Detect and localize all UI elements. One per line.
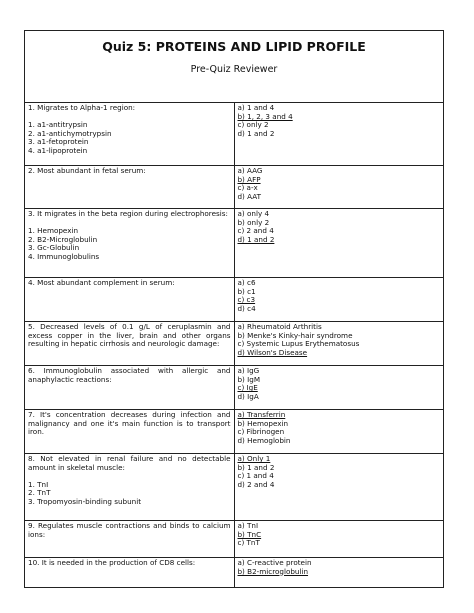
question-row bbox=[25, 278, 444, 322]
question-cell bbox=[25, 410, 235, 454]
options-cell bbox=[234, 558, 444, 588]
answer-option bbox=[238, 305, 441, 314]
correct-answer-option bbox=[238, 531, 441, 540]
answer-option bbox=[238, 376, 441, 385]
choice-item: 2. a1-antichymotrypsin bbox=[28, 128, 112, 138]
choice-item-list bbox=[28, 481, 231, 507]
answer-options bbox=[238, 210, 441, 244]
options-cell bbox=[234, 103, 444, 166]
question-text: 3. It migrates in the beta region during electrophoresis: bbox=[28, 209, 228, 218]
question-cell bbox=[25, 521, 235, 558]
option-text: a) Transferrin bbox=[237, 410, 286, 419]
question-cell bbox=[25, 166, 235, 209]
options-cell bbox=[234, 278, 444, 322]
options-cell bbox=[234, 166, 444, 209]
correct-answer-option bbox=[238, 568, 441, 577]
question-text: 2. Most abundant in fetal serum: bbox=[28, 166, 146, 175]
answer-options bbox=[238, 559, 441, 576]
option-text: b) Hemopexin bbox=[237, 418, 289, 428]
option-text: a) TnI bbox=[237, 521, 259, 530]
answer-option bbox=[238, 288, 441, 297]
question-cell bbox=[25, 454, 235, 521]
option-text: a) AAG bbox=[237, 166, 263, 175]
choice-item: 3. Tropomyosin-binding subunit bbox=[28, 496, 142, 506]
choice-item: 4. a1-lipoprotein bbox=[28, 145, 88, 155]
choice-item: 2. TnT bbox=[28, 488, 51, 498]
question-text: 5. Decreased levels of 0.1 g/L of ceruplasmin and excess copper in the liver, brain and other organs resulting in hepatic cirrhosis and neurologic damage: bbox=[28, 322, 231, 349]
choice-item-list bbox=[28, 227, 231, 261]
answer-options bbox=[238, 522, 441, 548]
option-text: d) 1 and 2 bbox=[237, 234, 275, 244]
question-text: 7. It's concentration decreases during infection and malignancy and one it's main function is to transport iron. bbox=[28, 410, 231, 437]
quiz-document bbox=[24, 30, 444, 613]
option-text: d) 1 and 2 bbox=[237, 128, 275, 138]
option-text: b) 1 and 2 bbox=[237, 462, 275, 472]
answer-option bbox=[238, 130, 441, 139]
answer-option bbox=[238, 184, 441, 193]
answer-options bbox=[238, 104, 441, 138]
choice-item: 4. Immunoglobulins bbox=[28, 251, 100, 261]
option-text: a) IgG bbox=[237, 366, 260, 375]
option-text: c) IgE bbox=[237, 383, 258, 393]
question-row bbox=[25, 558, 444, 588]
question-row bbox=[25, 454, 444, 521]
choice-item: 3. a1-fetoprotein bbox=[28, 137, 89, 147]
choice-item: 1. Hemopexin bbox=[28, 226, 79, 236]
answer-options bbox=[238, 367, 441, 401]
correct-answer-option bbox=[238, 236, 441, 245]
answer-option bbox=[238, 539, 441, 548]
question-text: 9. Regulates muscle contractions and binds to calcium ions: bbox=[28, 521, 231, 539]
option-text: c) TnT bbox=[237, 538, 260, 548]
options-cell bbox=[234, 322, 444, 366]
correct-answer-option bbox=[238, 176, 441, 185]
choice-item: 3. Gc-Globulin bbox=[28, 243, 80, 253]
answer-options bbox=[238, 455, 441, 489]
header-cell bbox=[25, 31, 444, 103]
answer-options bbox=[238, 323, 441, 357]
question-row bbox=[25, 410, 444, 454]
question-text: 8. Not elevated in renal failure and no detectable amount in skeletal muscle: bbox=[28, 454, 231, 472]
question-text: 10. It is needed in the production of CD8 cells: bbox=[28, 558, 196, 567]
question-cell bbox=[25, 322, 235, 366]
choice-item-list bbox=[28, 121, 231, 155]
option-text: c) a-x bbox=[237, 183, 258, 193]
choice-item: 2. B2-Microglobulin bbox=[28, 234, 98, 244]
question-cell bbox=[25, 558, 235, 588]
answer-option bbox=[238, 437, 441, 446]
option-text: d) c4 bbox=[237, 303, 256, 313]
question-row bbox=[25, 366, 444, 410]
option-text: a) C-reactive protein bbox=[237, 558, 312, 567]
choice-item: 1. TnI bbox=[28, 479, 49, 489]
question-row bbox=[25, 521, 444, 558]
question-text: 6. Immunoglobulin associated with allergic and anaphylactic reactions: bbox=[28, 366, 231, 384]
option-text: c) 2 and 4 bbox=[237, 226, 274, 236]
options-cell bbox=[234, 366, 444, 410]
option-text: b) 1, 2, 3 and 4 bbox=[237, 111, 293, 121]
correct-answer-option bbox=[238, 349, 441, 358]
correct-answer-option bbox=[238, 296, 441, 305]
options-cell bbox=[234, 521, 444, 558]
question-row bbox=[25, 322, 444, 366]
question-cell bbox=[25, 209, 235, 278]
option-text: d) 2 and 4 bbox=[237, 479, 275, 489]
option-text: c) 1 and 4 bbox=[237, 471, 274, 481]
quiz-table bbox=[24, 30, 444, 588]
option-text: d) IgA bbox=[237, 391, 259, 401]
option-text: c) c3 bbox=[237, 295, 256, 305]
question-text: 1. Migrates to Alpha-1 region: bbox=[28, 103, 136, 112]
answer-option bbox=[238, 279, 441, 288]
correct-answer-option bbox=[238, 384, 441, 393]
question-cell bbox=[25, 366, 235, 410]
option-text: b) only 2 bbox=[237, 217, 270, 227]
question-row bbox=[25, 103, 444, 166]
question-cell bbox=[25, 103, 235, 166]
option-text: b) c1 bbox=[237, 286, 256, 296]
page-title: Quiz 5: PROTEINS AND LIPID PROFILE bbox=[102, 39, 366, 54]
spacer bbox=[28, 472, 231, 481]
option-text: a) c6 bbox=[237, 278, 256, 287]
answer-option bbox=[238, 167, 441, 176]
answer-options bbox=[238, 279, 441, 313]
answer-option bbox=[238, 393, 441, 402]
option-text: c) only 2 bbox=[237, 120, 269, 130]
answer-option bbox=[238, 367, 441, 376]
options-cell bbox=[234, 454, 444, 521]
question-row bbox=[25, 209, 444, 278]
question-cell bbox=[25, 278, 235, 322]
option-text: b) IgM bbox=[237, 374, 261, 384]
option-text: a) only 4 bbox=[237, 209, 270, 218]
answer-option bbox=[238, 522, 441, 531]
option-text: b) Menke's Kinky-hair syndrome bbox=[237, 330, 353, 340]
option-text: b) B2-microglobulin bbox=[237, 566, 309, 576]
option-text: a) 1 and 4 bbox=[237, 103, 275, 112]
choice-item: 1. a1-antitrypsin bbox=[28, 120, 88, 130]
option-text: b) TnC bbox=[237, 529, 262, 539]
answer-options bbox=[238, 411, 441, 445]
option-text: b) AFP bbox=[237, 174, 261, 184]
option-text: a) Rheumatoid Arthritis bbox=[237, 322, 322, 331]
answer-option bbox=[238, 481, 441, 490]
option-text: d) Hemoglobin bbox=[237, 435, 291, 445]
option-text: d) AAT bbox=[237, 191, 262, 201]
option-text: d) Wilson's Disease bbox=[237, 347, 308, 357]
options-cell bbox=[234, 209, 444, 278]
option-text: a) Only 1 bbox=[237, 454, 271, 463]
answer-options bbox=[238, 167, 441, 201]
options-cell bbox=[234, 410, 444, 454]
option-text: c) Fibrinogen bbox=[237, 427, 285, 437]
header-row bbox=[25, 31, 444, 103]
question-text: 4. Most abundant complement in serum: bbox=[28, 278, 175, 287]
answer-option bbox=[238, 193, 441, 202]
page-subtitle: Pre-Quiz Reviewer bbox=[190, 64, 278, 75]
question-row bbox=[25, 166, 444, 209]
option-text: c) Systemic Lupus Erythematosus bbox=[237, 339, 360, 349]
